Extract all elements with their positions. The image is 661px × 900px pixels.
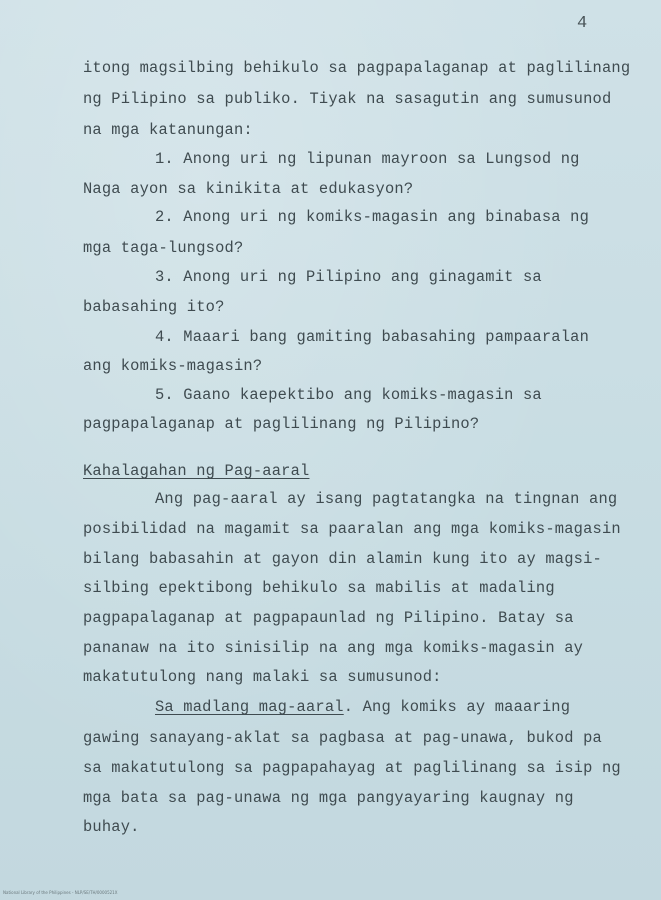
question-4-cont: ang komiks-magasin? [83,357,263,375]
paragraph-line: pagpapalaganap at pagpapaunlad ng Pilipino. Batay sa [83,609,574,627]
paragraph-line: sa makatutulong sa pagpapahayag at paglilinang sa isip ng [83,759,621,777]
paragraph-line: itong magsilbing behikulo sa pagpapalaganap at paglilinang [83,59,631,77]
question-1-cont: Naga ayon sa kinikita at edukasyon? [83,180,414,198]
paragraph-line: pananaw na ito sinisilip na ang mga komiks-magasin ay [83,639,584,657]
paragraph-line: buhay. [83,818,140,836]
question-2: 2. Anong uri ng komiks-magasin ang binabasa ng [155,208,590,226]
subsection-text: . Ang komiks ay maaaring [343,698,571,716]
paragraph-line: na mga katanungan: [83,121,253,139]
section-heading: Kahalagahan ng Pag-aaral [83,462,310,480]
question-5-cont: pagpapalaganap at paglilinang ng Pilipino? [83,415,480,433]
paragraph-line: mga bata sa pag-unawa ng mga pangyayaring kaugnay ng [83,789,574,807]
question-3-cont: babasahing ito? [83,298,225,316]
question-4: 4. Maaari bang gamiting babasahing pampaaralan [155,328,590,346]
subsection-title: Sa madlang mag-aaral [155,698,344,716]
paragraph-line: ng Pilipino sa publiko. Tiyak na sasagutin ang sumusunod [83,90,612,108]
paragraph-line: bilang babasahin at gayon din alamin kung ito ay magsi- [83,550,602,568]
paragraph-line: makatutulong nang malaki sa sumusunod: [83,668,442,686]
paragraph-line: posibilidad na magamit sa paaralan ang mga komiks-magasin [83,520,621,538]
paragraph-line: gawing sanayang-aklat sa pagbasa at pag-unawa, bukod pa [83,729,602,747]
question-1: 1. Anong uri ng lipunan mayroon sa Lungsod ng [155,150,580,168]
page-number: 4 [577,14,588,33]
question-2-cont: mga taga-lungsod? [83,239,244,257]
archive-footer: National Library of the Philippines - NLP/SE/TH/0000521X [3,890,118,895]
subsection-line [155,698,570,716]
paragraph-line: silbing epektibong behikulo sa mabilis at madaling [83,579,555,597]
question-5: 5. Gaano kaepektibo ang komiks-magasin sa [155,386,542,404]
question-3: 3. Anong uri ng Pilipino ang ginagamit sa [155,268,542,286]
paragraph-line: Ang pag-aaral ay isang pagtatangka na tingnan ang [155,490,618,508]
